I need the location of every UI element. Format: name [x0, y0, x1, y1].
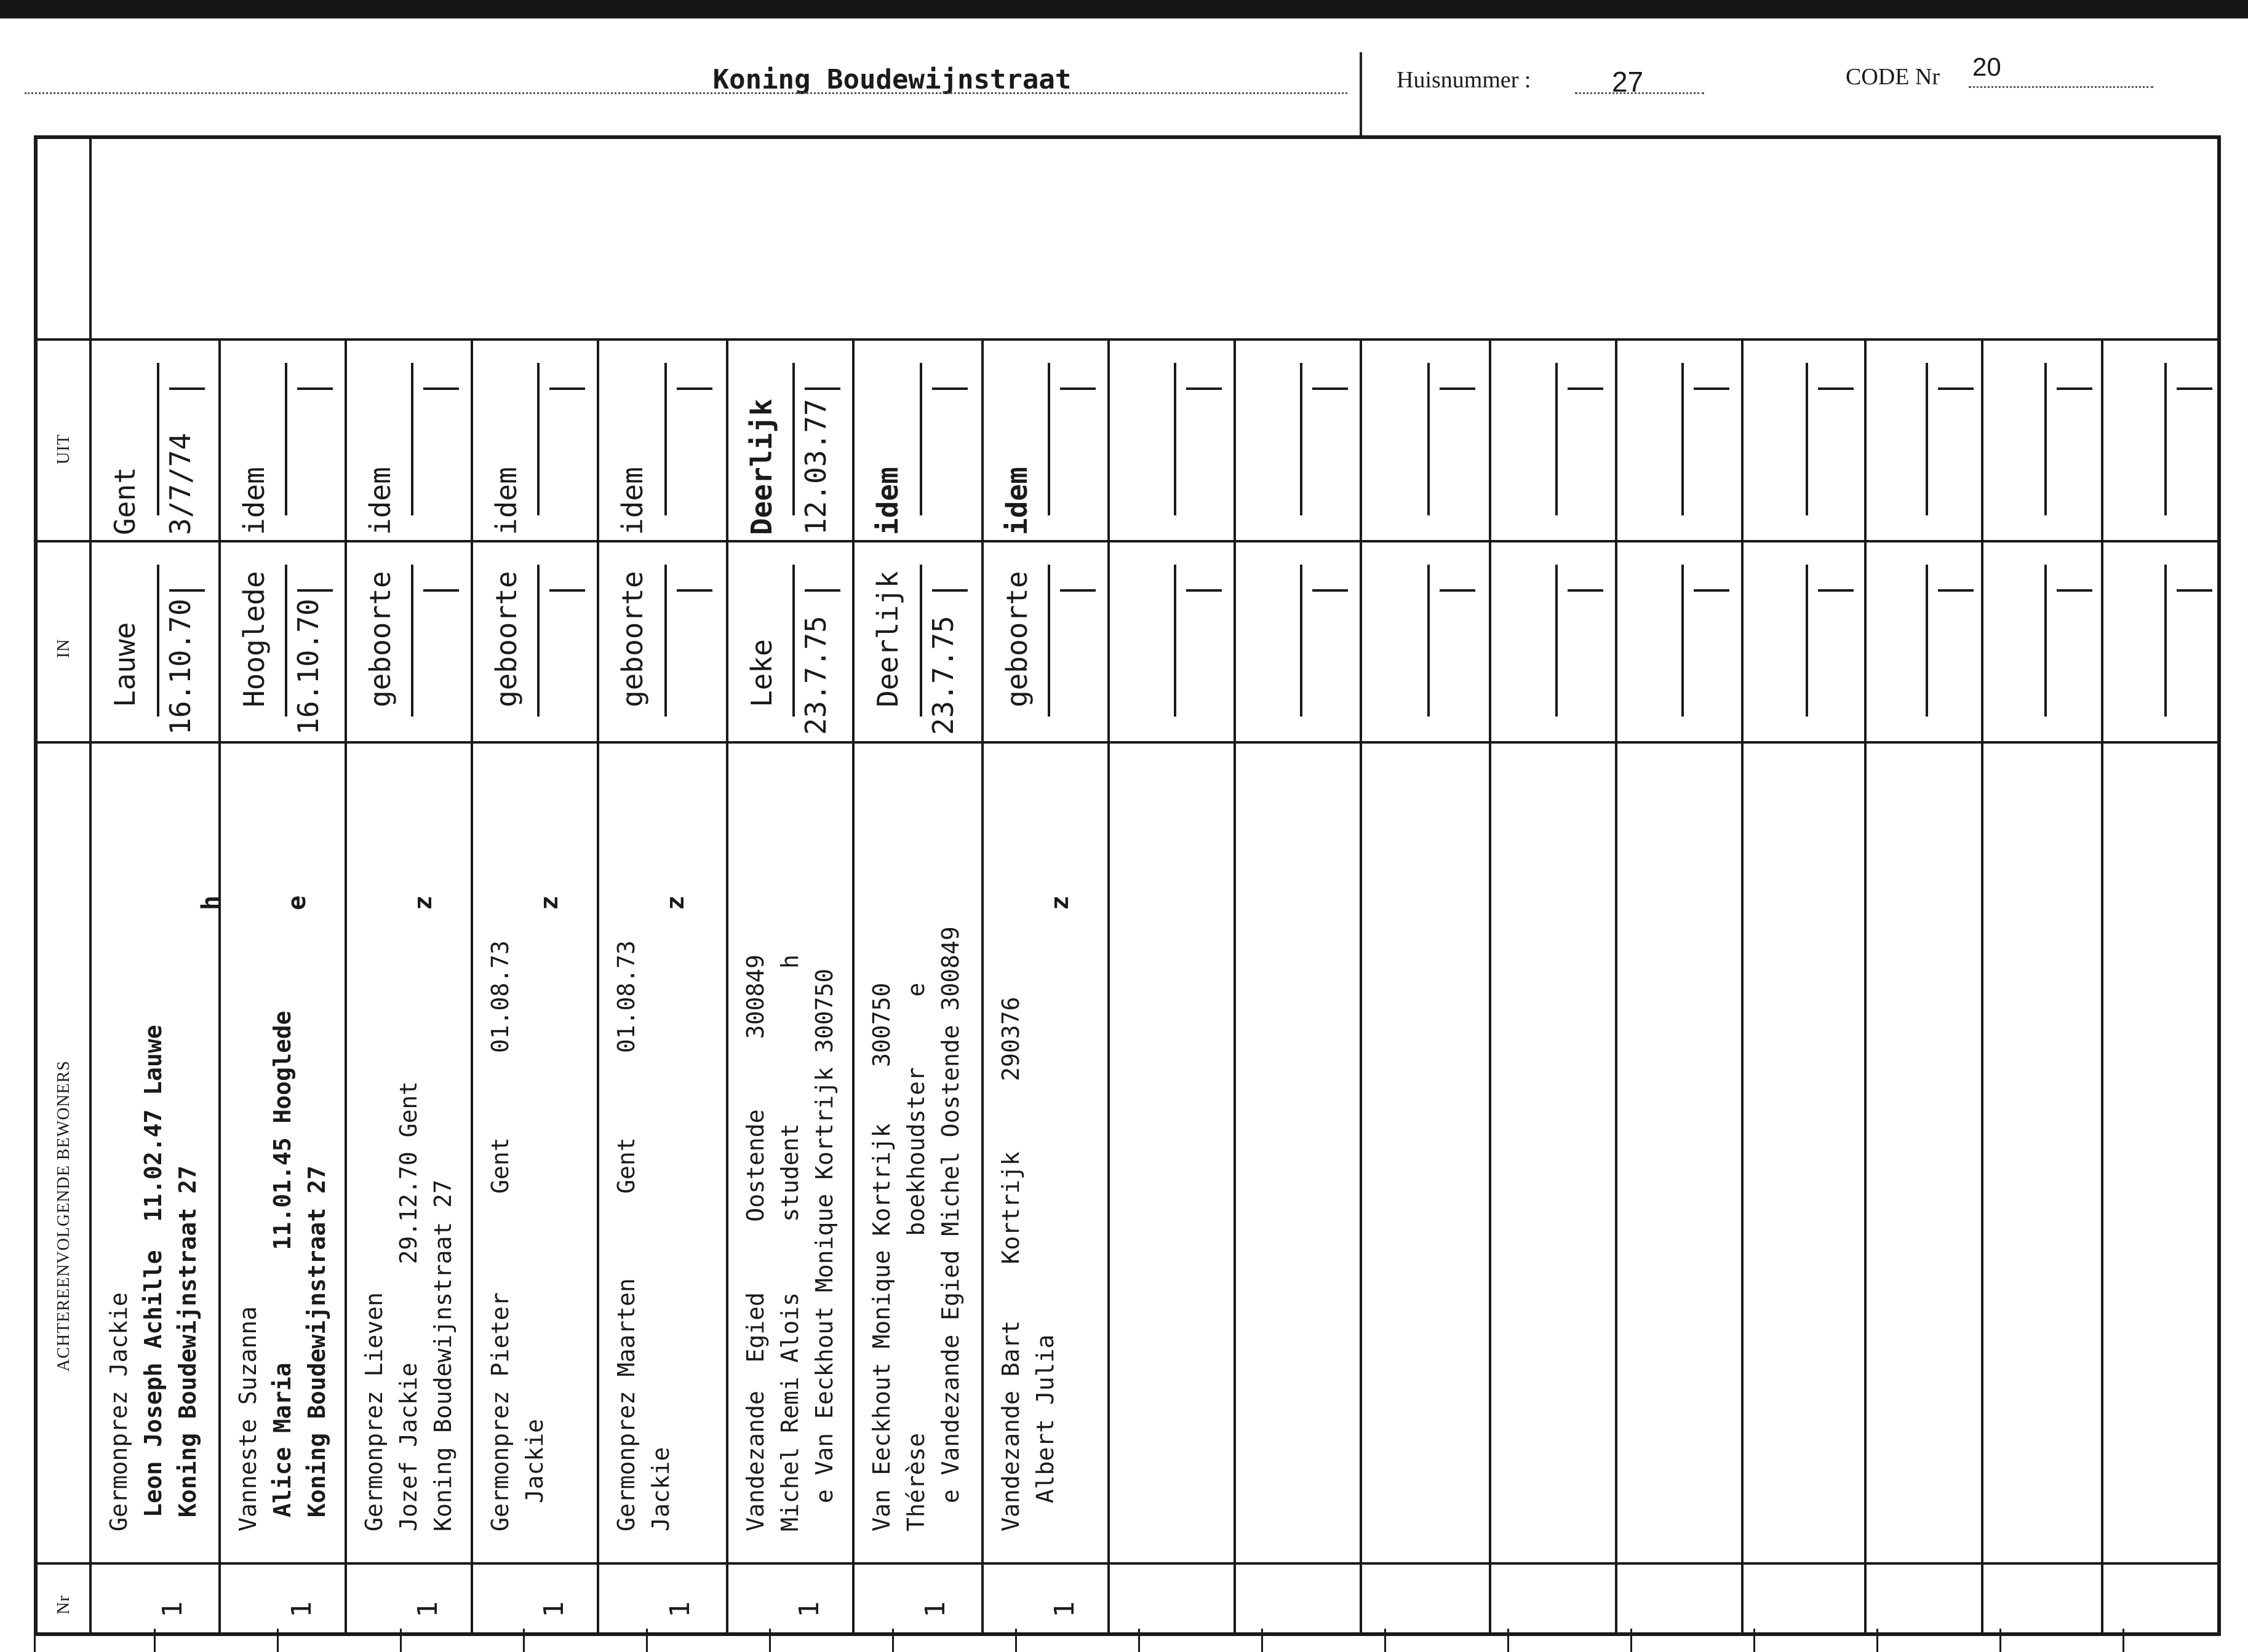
column-divider — [1981, 338, 1983, 1636]
bottom-tick — [1507, 1629, 1509, 1652]
column-divider — [471, 338, 473, 1636]
resident-line: Germonprez Jackie — [105, 1292, 132, 1531]
label-column-divider — [89, 135, 92, 1636]
sub-column-divider — [1806, 363, 1808, 515]
empty-field-dash — [1060, 387, 1096, 390]
in-place: Leke — [745, 639, 778, 707]
bottom-tick — [1999, 1629, 2001, 1652]
column-divider — [1864, 338, 1867, 1636]
sub-column-divider — [411, 363, 413, 515]
column-divider — [1234, 338, 1236, 1636]
resident-line: Koning Boudewijnstraat 27 — [429, 1180, 456, 1531]
section-label-uit: UIT — [54, 434, 73, 464]
empty-field-dash — [1440, 589, 1475, 592]
uit-place: idem — [237, 467, 271, 535]
empty-field-dash — [932, 387, 968, 390]
empty-field-dash — [932, 589, 968, 592]
sub-column-divider — [1555, 363, 1558, 515]
bottom-tick — [2122, 1629, 2124, 1652]
in-top-line — [34, 540, 2221, 542]
resident-line: Leon Joseph Achille 11.02.47 Lauwe — [140, 1025, 167, 1531]
sub-column-divider — [2044, 363, 2047, 515]
record-nr: 1 — [664, 1601, 696, 1618]
empty-field-dash — [805, 589, 840, 592]
bottom-tick — [646, 1629, 648, 1652]
bottom-tick — [769, 1629, 771, 1652]
resident-line: Albert Julia — [1032, 1334, 1059, 1531]
uit-place: idem — [490, 467, 523, 535]
uit-place: idem — [1000, 467, 1034, 535]
in-place: geboorte — [490, 571, 523, 707]
empty-field-dash — [549, 387, 585, 390]
bottom-tick — [1753, 1629, 1755, 1652]
sub-column-divider — [1048, 363, 1050, 515]
resident-line: Germonprez Pieter Gent 01.08.73 — [487, 940, 514, 1531]
huisnummer-dotline — [1575, 92, 1704, 94]
empty-field-dash — [2057, 387, 2092, 390]
bottom-tick — [1261, 1629, 1263, 1652]
sub-column-divider — [537, 363, 540, 515]
record-nr: 1 — [1049, 1601, 1080, 1618]
nr-top-line — [34, 1562, 2221, 1565]
empty-field-dash — [1694, 589, 1729, 592]
in-date: 16.10.70 — [164, 598, 197, 735]
empty-field-dash — [169, 589, 205, 592]
sub-column-divider — [1174, 565, 1176, 717]
huisnummer-value: 27 — [1612, 66, 1644, 98]
bottom-tick — [1876, 1629, 1878, 1652]
empty-field-dash — [1060, 589, 1096, 592]
code-dotline — [1969, 86, 2153, 88]
column-divider — [981, 338, 984, 1636]
huisnummer-label: Huisnummer : — [1397, 67, 1531, 93]
sex-mark: e — [283, 895, 311, 910]
sub-column-divider — [157, 363, 159, 515]
resident-line: e Vandezande Egied Michel Oostende 300849 — [937, 926, 964, 1531]
record-nr: 1 — [538, 1601, 570, 1618]
sex-mark: z — [409, 895, 437, 910]
sex-mark: z — [535, 895, 564, 910]
bottom-tick — [277, 1629, 279, 1652]
column-divider — [726, 338, 728, 1636]
resident-line: Alice Maria 11.01.45 Hooglede — [269, 1011, 296, 1531]
in-place: geboorte — [1000, 571, 1034, 707]
sub-column-divider — [537, 565, 540, 717]
empty-field-dash — [2057, 589, 2092, 592]
uit-place: idem — [364, 467, 397, 535]
street-dotline — [25, 92, 1347, 94]
empty-field-dash — [423, 387, 459, 390]
empty-field-dash — [1312, 589, 1348, 592]
sub-column-divider — [664, 565, 667, 717]
code-value: 20 — [1972, 52, 2001, 81]
resident-line: Jozef Jackie 29.12.70 Gent — [395, 1081, 422, 1531]
column-divider — [218, 338, 221, 1636]
bottom-tick — [154, 1629, 156, 1652]
uit-place: Deerlijk — [745, 399, 778, 535]
in-place: Deerlijk — [871, 571, 904, 707]
sub-column-divider — [2164, 363, 2167, 515]
resident-line: Jackie — [521, 1418, 548, 1531]
sub-column-divider — [1681, 363, 1684, 515]
resident-line: e Van Eeckhout Monique Kortrijk 300750 — [811, 968, 838, 1531]
uit-place: idem — [616, 467, 649, 535]
column-divider — [1741, 338, 1744, 1636]
bottom-tick — [1015, 1629, 1017, 1652]
resident-line: Michel Remi Alois student h — [776, 955, 803, 1531]
resident-line: Germonprez Lieven — [361, 1292, 388, 1531]
in-place: geboorte — [616, 571, 649, 707]
sub-column-divider — [920, 565, 922, 717]
resident-line: Vandezande Egied Oostende 300849 — [742, 955, 769, 1531]
sub-column-divider — [1555, 565, 1558, 717]
sub-column-divider — [1048, 565, 1050, 717]
sub-column-divider — [157, 565, 159, 717]
column-divider — [597, 338, 599, 1636]
bottom-tick — [1384, 1629, 1386, 1652]
resident-line: Vandezande Bart Kortrijk 290376 — [997, 996, 1024, 1531]
empty-field-dash — [1568, 589, 1603, 592]
resident-entry — [483, 940, 552, 1531]
sub-column-divider — [1300, 565, 1302, 717]
in-place: Hooglede — [237, 571, 271, 707]
uit-top-line — [34, 338, 2221, 341]
empty-field-dash — [1440, 387, 1475, 390]
resident-line: Jackie — [647, 1447, 674, 1531]
in-date: 23.7.75 — [927, 616, 960, 735]
resident-line: Germonprez Maarten Gent 01.08.73 — [613, 940, 640, 1531]
bottom-tick — [523, 1629, 525, 1652]
resident-entry — [357, 1081, 460, 1531]
section-label-bewoners: ACHTEREENVOLGENDE BEWONERS — [54, 1060, 73, 1372]
empty-field-dash — [423, 589, 459, 592]
sub-column-divider — [285, 565, 287, 717]
record-nr: 1 — [412, 1601, 444, 1618]
column-divider — [1107, 338, 1110, 1636]
resident-line: Vanneste Suzanna — [234, 1306, 261, 1531]
empty-field-dash — [677, 589, 712, 592]
resident-line: Van Eeckhout Monique Kortrijk 300750 — [868, 982, 895, 1531]
empty-field-dash — [1938, 589, 1974, 592]
bottom-tick — [892, 1629, 894, 1652]
empty-field-dash — [1186, 589, 1222, 592]
sub-column-divider — [664, 363, 667, 515]
empty-field-dash — [297, 387, 333, 390]
empty-field-dash — [1694, 387, 1729, 390]
sub-column-divider — [1427, 565, 1430, 717]
record-nr: 1 — [157, 1601, 188, 1618]
record-nr: 1 — [286, 1601, 317, 1618]
sub-column-divider — [1926, 363, 1928, 515]
bottom-tick — [1630, 1629, 1632, 1652]
section-label-nr: Nr — [54, 1595, 73, 1614]
empty-field-dash — [2177, 589, 2212, 592]
sub-column-divider — [1300, 363, 1302, 515]
empty-field-dash — [1568, 387, 1603, 390]
uit-date: 3/7/74 — [164, 432, 197, 535]
empty-field-dash — [549, 589, 585, 592]
empty-field-dash — [2177, 387, 2212, 390]
header-separator — [1360, 52, 1362, 135]
sub-column-divider — [792, 565, 795, 717]
resident-entry — [231, 1011, 334, 1531]
empty-field-dash — [297, 589, 333, 592]
uit-place: idem — [871, 467, 904, 535]
sub-column-divider — [1926, 565, 1928, 717]
column-divider — [852, 338, 855, 1636]
column-divider — [1615, 338, 1617, 1636]
empty-field-dash — [1312, 387, 1348, 390]
empty-field-dash — [1818, 387, 1854, 390]
bottom-tick — [1138, 1629, 1140, 1652]
sub-column-divider — [285, 363, 287, 515]
resident-line: Koning Boudewijnstraat 27 — [303, 1166, 330, 1531]
sub-column-divider — [1427, 363, 1430, 515]
empty-field-dash — [805, 387, 840, 390]
section-label-in: IN — [54, 638, 73, 658]
column-divider — [1489, 338, 1491, 1636]
sub-column-divider — [920, 363, 922, 515]
sub-column-divider — [1806, 565, 1808, 717]
bottom-tick — [400, 1629, 402, 1652]
sex-mark: z — [661, 895, 690, 910]
record-nr: 1 — [794, 1601, 825, 1618]
bottom-tick — [34, 1629, 36, 1652]
resident-entry — [738, 955, 842, 1531]
resident-entry — [864, 926, 968, 1531]
resident-line: Koning Boudewijnstraat 27 — [174, 1166, 201, 1531]
sub-column-divider — [1174, 363, 1176, 515]
uit-place: Gent — [108, 467, 141, 535]
in-place: geboorte — [364, 571, 397, 707]
resident-entry — [994, 997, 1062, 1531]
record-nr: 1 — [920, 1601, 951, 1618]
code-label: CODE Nr — [1846, 64, 1940, 90]
street-name: Koning Boudewijnstraat — [712, 64, 1072, 95]
empty-field-dash — [169, 387, 205, 390]
sub-column-divider — [2164, 565, 2167, 717]
in-date: 23.7.75 — [799, 616, 832, 735]
resident-entry — [609, 940, 678, 1531]
column-divider — [2101, 338, 2103, 1636]
empty-field-dash — [1938, 387, 1974, 390]
resident-line: Thérèse boekhoudster e — [903, 982, 930, 1531]
in-place: Lauwe — [108, 622, 141, 707]
sex-mark: h — [197, 895, 225, 910]
sub-column-divider — [411, 565, 413, 717]
uit-date: 12.03.77 — [799, 399, 832, 535]
column-divider — [1360, 338, 1362, 1636]
column-divider — [345, 338, 347, 1636]
sex-mark: z — [1046, 895, 1074, 910]
scan-top-edge — [0, 0, 2248, 18]
sub-column-divider — [2044, 565, 2047, 717]
in-date: 16.10.70 — [292, 598, 325, 735]
sub-column-divider — [792, 363, 795, 515]
bewoners-top-line — [34, 741, 2221, 744]
resident-entry — [102, 1025, 205, 1531]
empty-field-dash — [677, 387, 712, 390]
empty-field-dash — [1186, 387, 1222, 390]
empty-field-dash — [1818, 589, 1854, 592]
sub-column-divider — [1681, 565, 1684, 717]
